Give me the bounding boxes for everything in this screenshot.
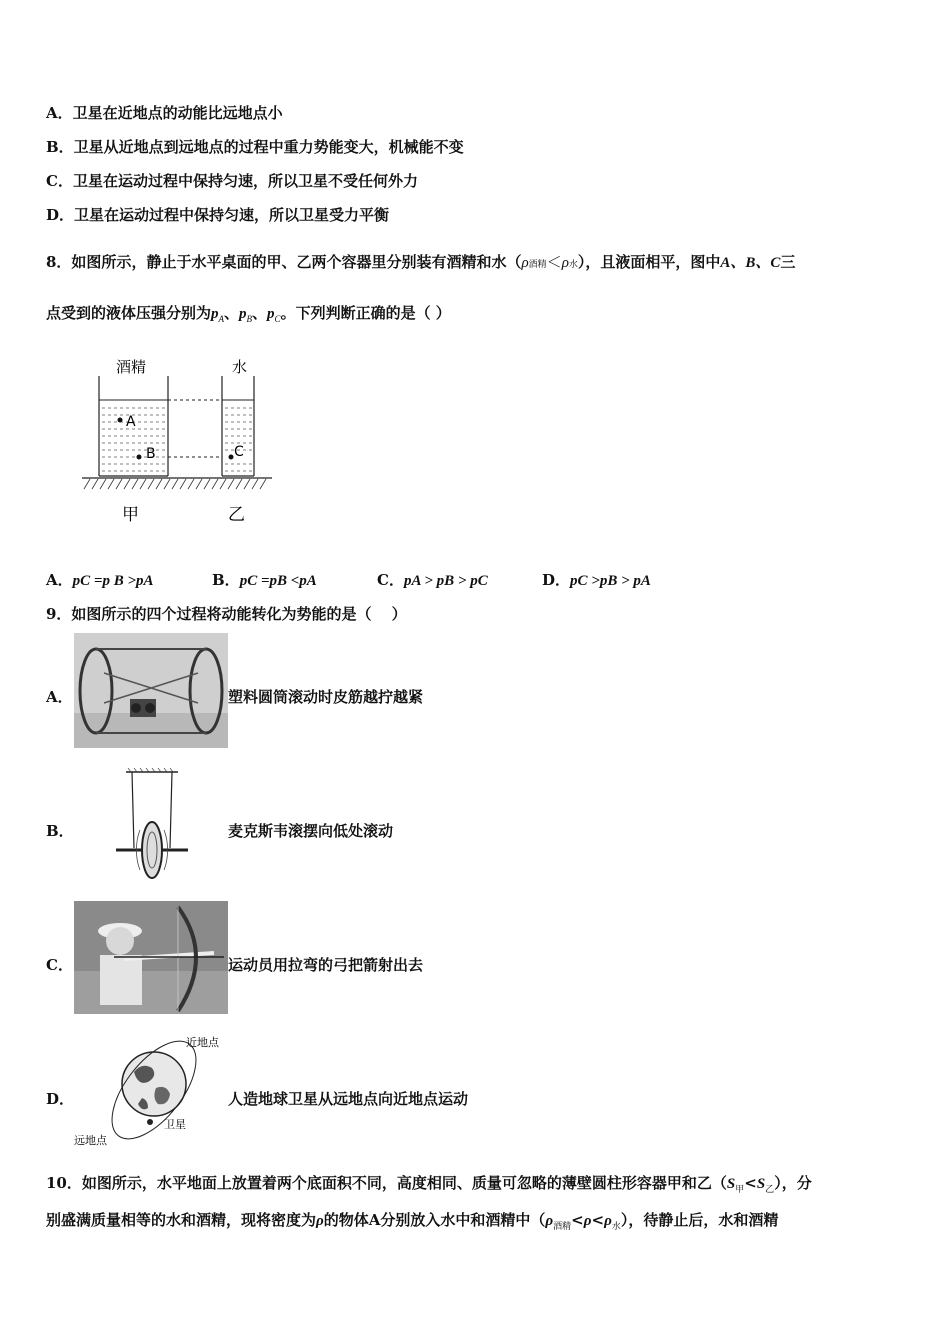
rho-symbol: ρ (521, 255, 529, 271)
option-text: pC =pB <pA (239, 573, 317, 589)
p-sub: A (218, 314, 225, 324)
q8-text: 。下列判断正确的是（ ） (280, 304, 451, 322)
option-text: pC >pB > pA (570, 573, 651, 589)
less-than: ＜ (546, 253, 562, 271)
q7-option-c: C．卫星在运动过程中保持匀速，所以卫星不受任何外力 (46, 172, 418, 190)
q9-option-a-letter: A． (46, 688, 73, 706)
rho-symbol: ρ (604, 1213, 612, 1229)
q9-option-b-text: 麦克斯韦滚摆向低处滚动 (228, 822, 394, 840)
q8-option-a (46, 569, 154, 590)
q7-option-d: D．卫星在运动过程中保持匀速，所以卫星受力平衡 (46, 206, 390, 224)
water-label: 水 (232, 358, 248, 376)
point-a-dot (118, 418, 123, 423)
option-letter: A． (46, 571, 73, 589)
container-jia-label: 甲 (122, 505, 139, 525)
q8-text: 三 (780, 253, 796, 271)
satellite-icon (147, 1119, 153, 1125)
sep: 、 (224, 304, 240, 322)
option-letter: D． (542, 571, 571, 589)
point-b-dot (137, 455, 142, 460)
q10-text: 别盛满质量相等的水和酒精，现将密度为 (46, 1211, 317, 1229)
q8-text: ），且液面相平，图中 (577, 253, 721, 271)
point-b-label: B (146, 446, 156, 462)
q10-text: ），待静止后，水和酒精 (620, 1211, 779, 1229)
sep: 、 (252, 304, 268, 322)
q10-text: 的物体 (323, 1211, 369, 1229)
q10-text: ），分 (774, 1174, 812, 1192)
point-a-label: A (126, 414, 136, 430)
s-symbol: S (726, 1176, 736, 1192)
q10-stem-line2 (46, 1209, 778, 1232)
q8-stem-line2 (46, 302, 451, 324)
option-text: pC =p B >pA (72, 573, 154, 589)
q9-option-d-letter: D． (46, 1090, 75, 1108)
rho-symbol: ρ (561, 255, 569, 271)
rho-symbol: ρ (545, 1213, 554, 1229)
rho-sub-alcohol: 酒精 (528, 260, 547, 270)
less-than: < (591, 1211, 605, 1229)
maxwell-wheel-figure (112, 768, 192, 883)
q9-option-b-letter: B． (46, 822, 74, 840)
q9-option-c-text: 运动员用拉弯的弓把箭射出去 (228, 956, 424, 974)
less-than: < (571, 1211, 584, 1229)
q9-option-a-text: 塑料圆筒滚动时皮筋越拧越紧 (228, 688, 424, 706)
archer-photo (74, 901, 228, 1014)
p-sub: B (246, 314, 253, 324)
plastic-cylinder-photo (74, 633, 228, 748)
p-symbol: p (239, 306, 247, 322)
q10-text: 10．如图所示，水平地面上放置着两个底面积不同，高度相同、质量可忽略的薄壁圆柱形容器甲和乙（ (46, 1174, 727, 1192)
q9-option-c-letter: C． (46, 956, 73, 974)
rho-sub: 水 (611, 1222, 621, 1232)
q8-text: 8．如图所示，静止于水平桌面的甲、乙两个容器里分别装有酒精和水（ (46, 253, 522, 271)
apogee-label: 远地点 (74, 1134, 107, 1147)
option-text: pA > pB > pC (403, 573, 488, 589)
satellite-label: 卫星 (164, 1118, 186, 1131)
point-c-dot (229, 455, 234, 460)
q10-text: 分别放入水中和酒精中（ (380, 1211, 546, 1229)
q8-option-b (212, 569, 317, 590)
s-sub: 甲 (735, 1185, 745, 1195)
q9-stem: 9．如图所示的四个过程将动能转化为势能的是（ ） (46, 605, 407, 623)
q10-stem-line1 (46, 1172, 812, 1195)
rho-symbol: ρ (583, 1213, 592, 1229)
q7-option-a: A．卫星在近地点的动能比远地点小 (46, 104, 283, 122)
q8-stem-line1 (46, 251, 795, 272)
satellite-orbit-figure (72, 1032, 232, 1150)
point-c-label: C (234, 444, 244, 460)
q8-option-c (377, 569, 488, 590)
s-sub: 乙 (765, 1185, 775, 1195)
p-symbol: p (267, 306, 275, 322)
rho-sub: 酒精 (553, 1222, 572, 1232)
q9-option-d-text: 人造地球卫星从远地点向近地点运动 (228, 1090, 469, 1108)
option-letter: B． (212, 571, 240, 589)
q8-option-d (542, 569, 651, 590)
object-a: A (368, 1211, 381, 1229)
option-letter: C． (377, 571, 404, 589)
q7-option-b: B．卫星从近地点到远地点的过程中重力势能变大，机械能不变 (46, 138, 464, 156)
rho-symbol: ρ (316, 1213, 324, 1229)
less-than: < (744, 1174, 757, 1192)
p-sub: C (274, 314, 281, 324)
p-symbol: p (211, 306, 219, 322)
rho-sub-water: 水 (568, 260, 578, 270)
q8-text: 点受到的液体压强分别为 (46, 304, 212, 322)
q8-points: A、B、C (720, 255, 781, 271)
s-symbol: S (756, 1176, 766, 1192)
perigee-label: 近地点 (186, 1036, 219, 1049)
container-yi-label: 乙 (228, 505, 245, 525)
alcohol-label: 酒精 (116, 358, 147, 376)
q8-container-figure (76, 348, 276, 533)
